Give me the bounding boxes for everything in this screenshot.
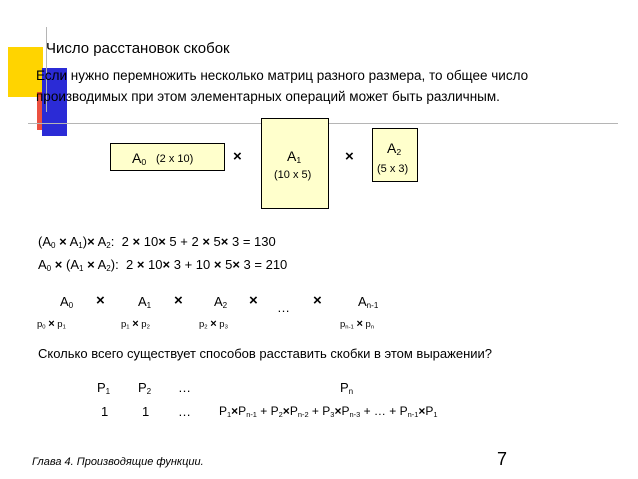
chain-dims-n: $p_{n-1} \times p_n$ xyxy=(340,318,375,331)
chain-ellipsis: … xyxy=(277,300,290,315)
page-number: 7 xyxy=(497,449,508,469)
chain-a1: $A_1$ xyxy=(138,294,152,310)
value-ellipsis: … xyxy=(178,404,191,419)
calc-line-2: $A_0 \times (A_1 \times A_2)$: 2 × 10× 3 + 10 × 5× 3 = 210 xyxy=(38,257,288,273)
chain-a0: $A_0$ xyxy=(60,294,74,310)
calc-line-1: $(A_0 \times A_1)\times A_2$: 2 × 10× 5 + 2 × 5× 3 = 130 xyxy=(38,234,276,250)
chain-dims-1: $p_1 \times p_2$ xyxy=(121,318,150,331)
slide-title: Число расстановок скобок xyxy=(46,40,230,57)
matrix-a0-dims: (2 x 10) xyxy=(156,153,194,165)
chain-dims-0: $p_0 \times p_1$ xyxy=(37,318,66,331)
question-text: Сколько всего существует способов расставить скобки в этом выражении? xyxy=(38,346,492,361)
matrix-a0-label: $A_0$ xyxy=(132,150,147,168)
p1-value: 1 xyxy=(101,404,109,419)
matrix-a2-dims: (5 x 3) xyxy=(377,163,409,175)
footer-chapter: Глава 4. Производящие функции. xyxy=(32,456,204,468)
p1-header: $P_1$ xyxy=(97,380,111,396)
times-sign: × xyxy=(96,292,105,309)
header-ellipsis: … xyxy=(178,380,191,395)
p2-value: 1 xyxy=(142,404,150,419)
p2-header: $P_2$ xyxy=(138,380,152,396)
pn-header: $P_n$ xyxy=(340,380,354,396)
chain-a2: $A_2$ xyxy=(214,294,228,310)
chain-an1: $A_{n-1}$ xyxy=(358,294,379,310)
times-sign: × xyxy=(249,292,258,309)
matrix-a1-dims: (10 x 5) xyxy=(274,169,312,181)
times-sign: × xyxy=(313,292,322,309)
times-sign: × xyxy=(233,148,242,165)
intro-text: Если нужно перемножить несколько матриц разного размера, то общее число производимых при этом элементарных операций может быть различным. xyxy=(36,68,529,104)
times-sign: × xyxy=(174,292,183,309)
recurrence-formula: $P_1\times P_{n-1} + P_2\times P_{n-2} + P_3\times P_{n-3}$ + … + $P_{n-1}\times P_1$ xyxy=(219,404,438,419)
times-sign: × xyxy=(345,148,354,165)
matrix-a2-label: $A_2$ xyxy=(387,140,402,158)
chain-dims-2: $p_2 \times p_3$ xyxy=(199,318,228,331)
matrix-a1-label: $A_1$ xyxy=(287,148,302,166)
